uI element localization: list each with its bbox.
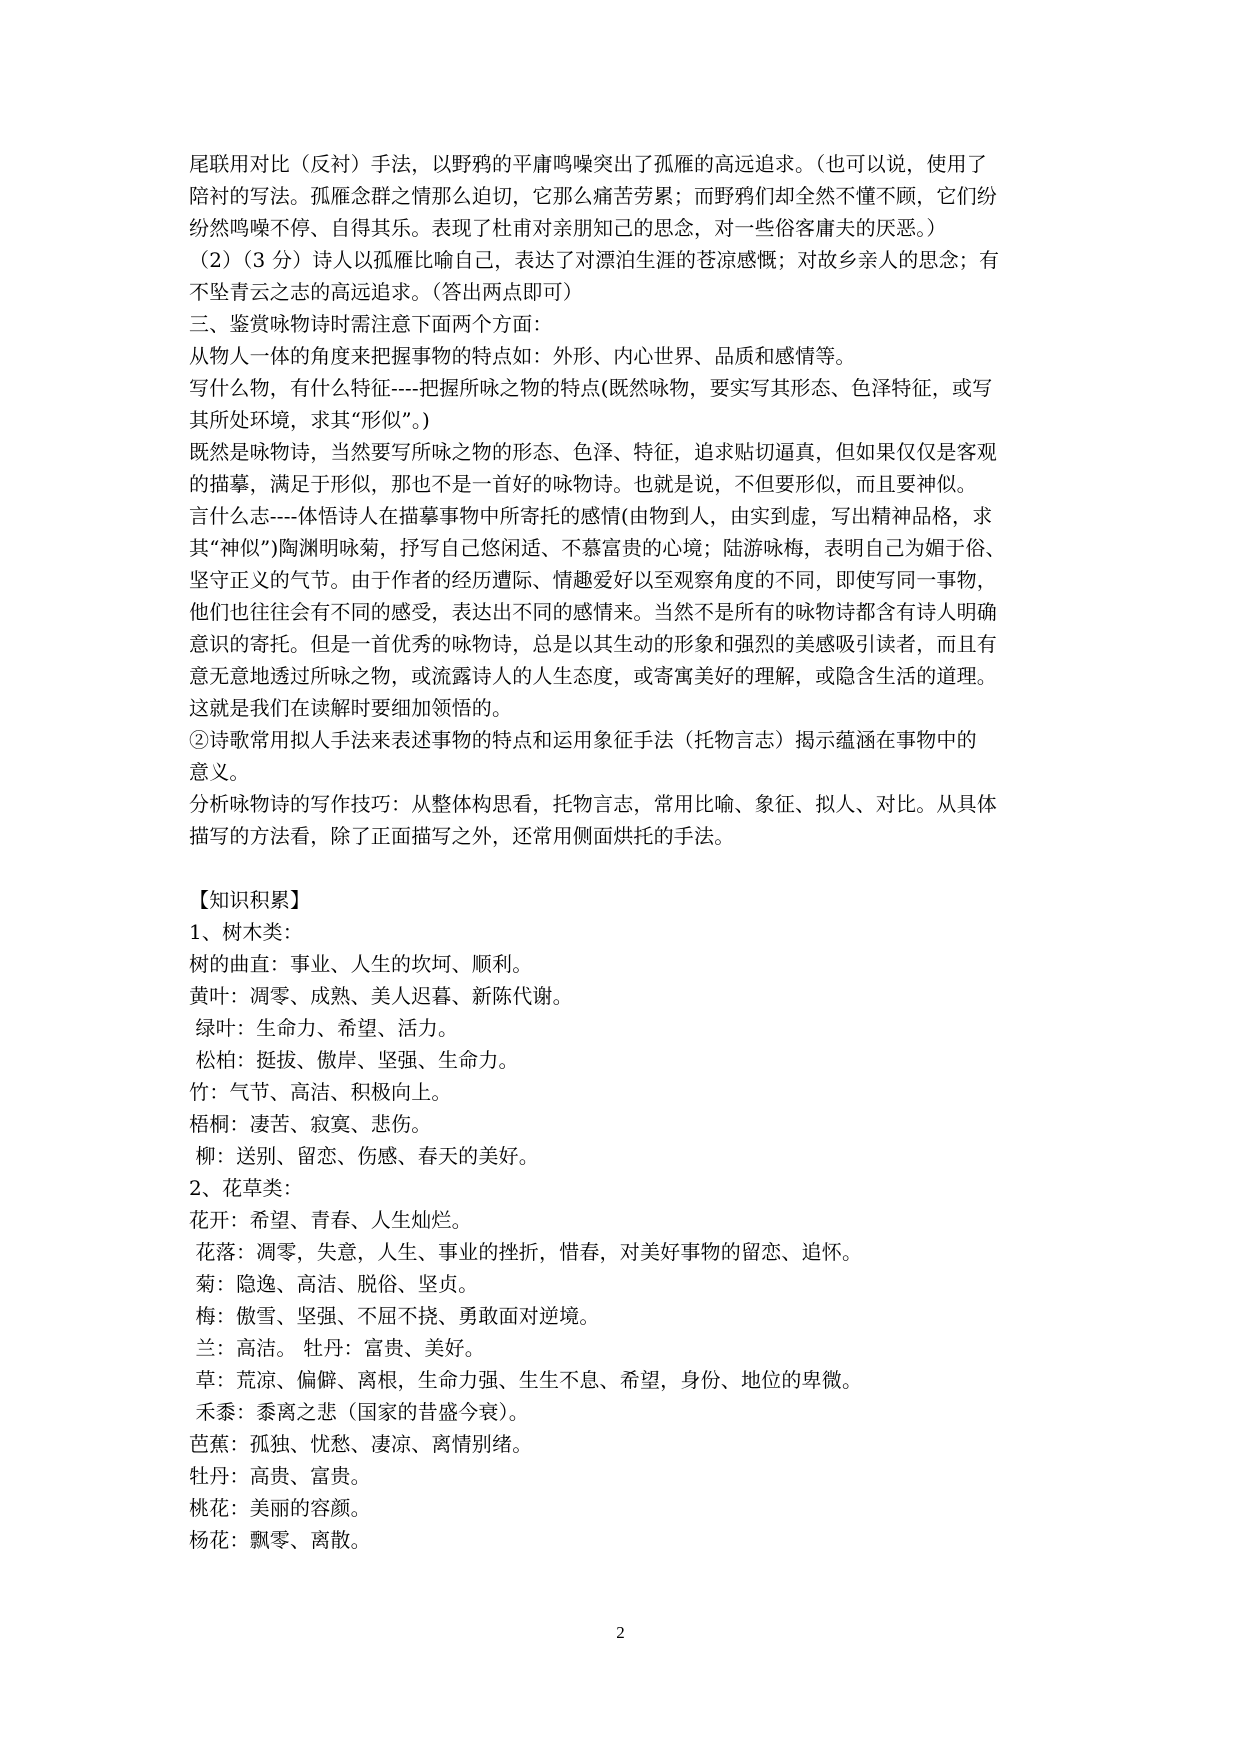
page-number: 2	[616, 1623, 625, 1642]
text-line: 纷然鸣噪不停、自得其乐。表现了杜甫对亲朋知己的思念，对一些俗客庸夫的厌恶。）	[189, 216, 947, 240]
text-line: 的描摹，满足于形似，那也不是一首好的咏物诗。也就是说，不但要形似，而且要神似。	[189, 472, 977, 496]
text-line: 芭蕉：孤独、忧愁、凄凉、离情别绪。	[189, 1432, 533, 1456]
text-line: 禾黍：黍离之悲（国家的昔盛今衰）。	[189, 1400, 529, 1424]
text-line: 分析咏物诗的写作技巧：从整体构思看，托物言志，常用比喻、象征、拟人、对比。从具体	[189, 792, 997, 816]
text-line: 树的曲直：事业、人生的坎坷、顺利。	[189, 952, 533, 976]
text-line: 松柏：挺拔、傲岸、坚强、生命力。	[189, 1048, 519, 1072]
text-line: 柳：送别、留恋、伤感、春天的美好。	[189, 1144, 539, 1168]
text-line: 花开：希望、青春、人生灿烂。	[189, 1208, 472, 1232]
text-line: 陪衬的写法。孤雁念群之情那么迫切，它那么痛苦劳累；而野鸦们却全然不懂不顾，它们纷	[189, 184, 997, 208]
text-line: 意义。	[189, 760, 250, 784]
text-line: 梅：傲雪、坚强、不屈不挠、勇敢面对逆境。	[189, 1304, 600, 1328]
text-line: 写什么物，有什么特征----把握所咏之物的特点(既然咏物，要实写其形态、色泽特征，或写	[189, 376, 993, 400]
text-line: 竹：气节、高洁、积极向上。	[189, 1080, 452, 1104]
text-line: 黄叶：凋零、成熟、美人迟暮、新陈代谢。	[189, 984, 573, 1008]
text-line: 这就是我们在读解时要细加领悟的。	[189, 696, 513, 720]
text-line: 意识的寄托。但是一首优秀的咏物诗，总是以其生动的形象和强烈的美感吸引读者，而且有	[189, 632, 997, 656]
text-line: 牡丹：高贵、富贵。	[189, 1464, 371, 1488]
section-heading: 【知识积累】	[189, 888, 311, 912]
page-body	[189, 148, 1057, 1556]
text-line: 其所处环境，求其“形似”。)	[189, 408, 431, 432]
text-line: （2）（3 分）诗人以孤雁比喻自己，表达了对漂泊生涯的苍凉感慨；对故乡亲人的思念；有	[189, 248, 1000, 272]
text-line: 草：荒凉、偏僻、离根，生命力强、生生不息、希望，身份、地位的卑微。	[189, 1368, 863, 1392]
text-line: 花落：凋零，失意，人生、事业的挫折，惜春，对美好事物的留恋、追怀。	[189, 1240, 863, 1264]
text-line: 描写的方法看，除了正面描写之外，还常用侧面烘托的手法。	[189, 824, 735, 848]
text-line: 其“神似”)陶渊明咏菊，抒写自己悠闲适、不慕富贵的心境；陆游咏梅，表明自己为媚于俗、	[189, 536, 1006, 560]
text-line: 梧桐：凄苦、寂寞、悲伤。	[189, 1112, 432, 1136]
subsection-heading: 1、树木类：	[189, 920, 303, 944]
section-heading: 三、鉴赏咏物诗时需注意下面两个方面：	[189, 312, 553, 336]
text-line: ②诗歌常用拟人手法来表述事物的特点和运用象征手法（托物言志）揭示蕴涵在事物中的	[189, 728, 977, 752]
text-line: 桃花：美丽的容颜。	[189, 1496, 371, 1520]
text-line: 菊：隐逸、高洁、脱俗、坚贞。	[189, 1272, 479, 1296]
text-line: 言什么志----体悟诗人在描摹事物中所寄托的感情(由物到人，由实到虚，写出精神品格，求	[189, 504, 993, 528]
text-line: 既然是咏物诗，当然要写所咏之物的形态、色泽、特征，追求贴切逼真，但如果仅仅是客观	[189, 440, 997, 464]
text-line: 不坠青云之志的高远追求。（答出两点即可）	[189, 280, 583, 304]
text-line: 绿叶：生命力、希望、活力。	[189, 1016, 459, 1040]
text-line: 他们也往往会有不同的感受，表达出不同的感情来。当然不是所有的咏物诗都含有诗人明确	[189, 600, 997, 624]
text-line: 坚守正义的气节。由于作者的经历遭际、情趣爱好以至观察角度的不同，即使写同一事物，	[189, 568, 997, 592]
text-line: 杨花：飘零、离散。	[189, 1528, 371, 1552]
text-line: 尾联用对比（反衬）手法，以野鸦的平庸鸣噪突出了孤雁的高远追求。（也可以说，使用了	[189, 152, 987, 176]
text-line: 兰：高洁。 牡丹：富贵、美好。	[189, 1336, 485, 1360]
subsection-heading: 2、花草类：	[189, 1176, 303, 1200]
text-line: 意无意地透过所咏之物，或流露诗人的人生态度，或寄寓美好的理解，或隐含生活的道理。	[189, 664, 997, 688]
blank-line	[189, 852, 1057, 884]
text-line: 从物人一体的角度来把握事物的特点如：外形、内心世界、品质和感情等。	[189, 344, 856, 368]
